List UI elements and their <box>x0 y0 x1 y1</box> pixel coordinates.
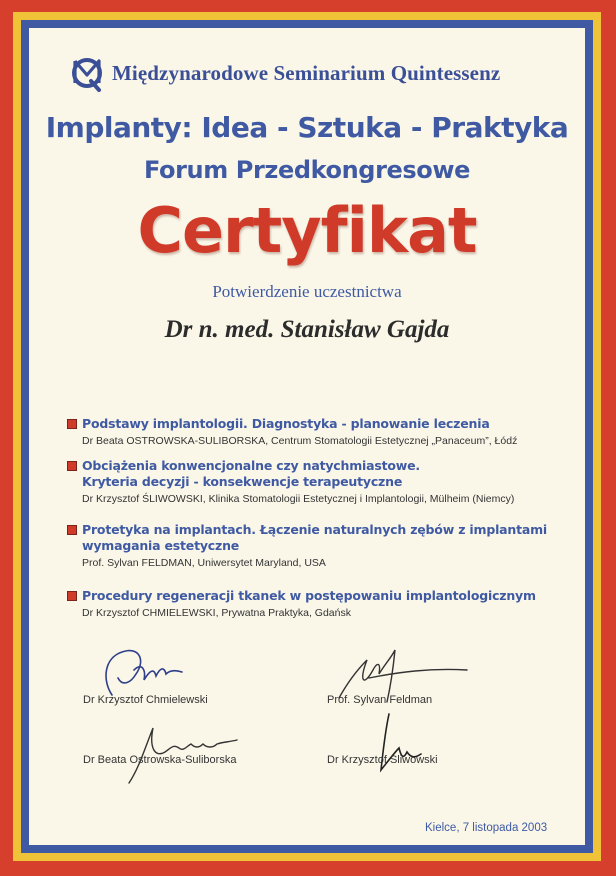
certificate-title: Certyfikat <box>137 194 477 267</box>
list-item <box>67 522 577 571</box>
topic-title: Protetyka na implantach. Łączenie naturalnych zębów z implantami <box>82 522 548 537</box>
participation-confirmation: Potwierdzenie uczestnictwa <box>212 282 402 301</box>
topic-speaker: Dr Beata OSTROWSKA-SULIBORSKA, Centrum Stomatologii Estetycznej „Panaceum”, Łódź <box>82 435 518 447</box>
event-subtitle: Forum Przedkongresowe <box>143 156 471 184</box>
list-item <box>67 588 577 621</box>
signature-name: Dr Beata Ostrowska-Suliborska <box>83 754 237 766</box>
topic-speaker: Dr Krzysztof CHMIELEWSKI, Prywatna Praktyka, Gdańsk <box>82 607 351 619</box>
signature-ostrowska-suliborska <box>109 708 249 788</box>
certificate-paper <box>29 28 585 845</box>
topic-speaker: Dr Krzysztof ŚLIWOWSKI, Klinika Stomatologii Estetycznej i Implantologii, Mülheim (Niemcy) <box>82 493 515 505</box>
red-square-bullet-icon <box>67 461 77 471</box>
topic-title: Procedury regeneracji tkanek w postępowaniu implantologicznym <box>82 588 536 603</box>
list-item <box>67 458 577 507</box>
red-square-bullet-icon <box>67 525 77 535</box>
quintessenz-logo-icon <box>67 53 111 93</box>
red-square-bullet-icon <box>67 591 77 601</box>
signature-name: Dr Krzysztof Chmielewski <box>83 694 208 706</box>
signature-sliwowski <box>359 708 439 778</box>
topic-title: Obciążenia konwencjonalne czy natychmiastowe. <box>82 458 420 473</box>
topic-title: Podstawy implantologii. Diagnostyka - planowanie leczenia <box>82 416 490 431</box>
place-and-date: Kielce, 7 listopada 2003 <box>425 822 548 834</box>
event-title: Implanty: Idea - Sztuka - Praktyka <box>45 111 569 144</box>
red-square-bullet-icon <box>67 419 77 429</box>
participant-name: Dr n. med. Stanisław Gajda <box>164 316 450 343</box>
topic-title-line-2: Kryteria decyzji - konsekwencje terapeutyczne <box>82 474 403 489</box>
seminar-header <box>67 53 500 93</box>
topic-speaker: Prof. Sylvan FELDMAN, Uniwersytet Maryland, USA <box>82 557 326 569</box>
signature-name: Dr Krzysztof Śliwowski <box>327 754 438 766</box>
signature-name: Prof. Sylvan Feldman <box>327 694 433 706</box>
seminar-name: Międzynarodowe Seminarium Quintessenz <box>112 60 501 85</box>
list-item <box>67 416 577 449</box>
topic-title-line-2: wymagania estetyczne <box>82 538 240 553</box>
